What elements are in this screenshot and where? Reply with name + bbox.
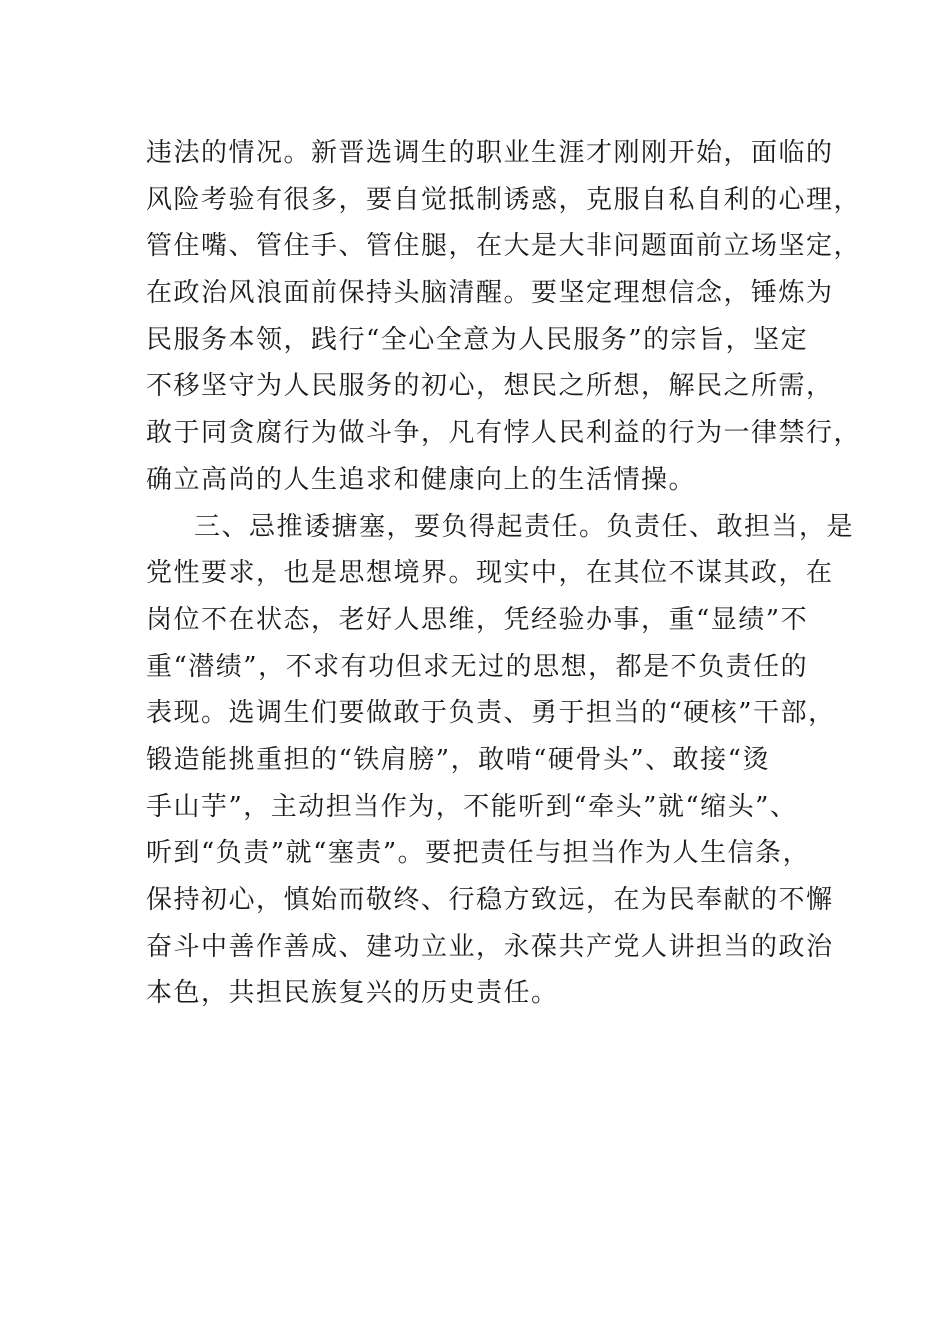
text-line: 不移坚守为人民服务的初心，想民之所想，解民之所需， <box>146 371 834 402</box>
text-line: 管住嘴、管住手、管住腿，在大是大非问题面前立场坚定， <box>146 231 862 262</box>
text-line: 岗位不在状态，老好人思维，凭经验办事，重“显绩”不 <box>146 604 809 635</box>
section-heading-line: 三、忌推诿搪塞，要负得起责任。负责任、敢担当，是 <box>194 511 855 542</box>
text-line: 保持初心，慎始而敬终、行稳方致远，在为民奉献的不懈 <box>146 885 834 915</box>
text-line: 风险考验有很多，要自觉抵制诱惑，克服自私自利的心理， <box>146 184 862 215</box>
text-line: 锻造能挑重担的“铁肩膀”，敢啃“硬骨头”、敢接“烫 <box>146 744 770 775</box>
text-line: 奋斗中善作善成、建功立业，永葆共产党人讲担当的政治 <box>146 931 834 962</box>
text-line: 在政治风浪面前保持头脑清醒。要坚定理想信念，锤炼为 <box>146 278 834 309</box>
text-line: 重“潜绩”，不求有功但求无过的思想，都是不负责任的 <box>146 651 809 682</box>
text-line: 确立高尚的人生追求和健康向上的生活情操。 <box>146 464 697 495</box>
text-line: 表现。选调生们要做敢于负责、勇于担当的“硬核”干部， <box>146 698 836 729</box>
text-line: 本色，共担民族复兴的历史责任。 <box>146 978 559 1009</box>
text-line: 听到“负责”就“塞责”。要把责任与担当作为人生信条， <box>146 838 811 869</box>
text-line: 违法的情况。新晋选调生的职业生涯才刚刚开始，面临的 <box>146 138 834 168</box>
text-line: 敢于同贪腐行为做斗争，凡有悖人民利益的行为一律禁行， <box>146 418 862 449</box>
text-line: 党性要求，也是思想境界。现实中，在其位不谋其政，在 <box>146 558 834 589</box>
body-text <box>146 130 862 1017</box>
text-line: 民服务本领，践行“全心全意为人民服务”的宗旨，坚定 <box>146 324 809 355</box>
text-line: 手山芋”，主动担当作为，不能听到“牵头”就“缩头”、 <box>146 791 798 822</box>
